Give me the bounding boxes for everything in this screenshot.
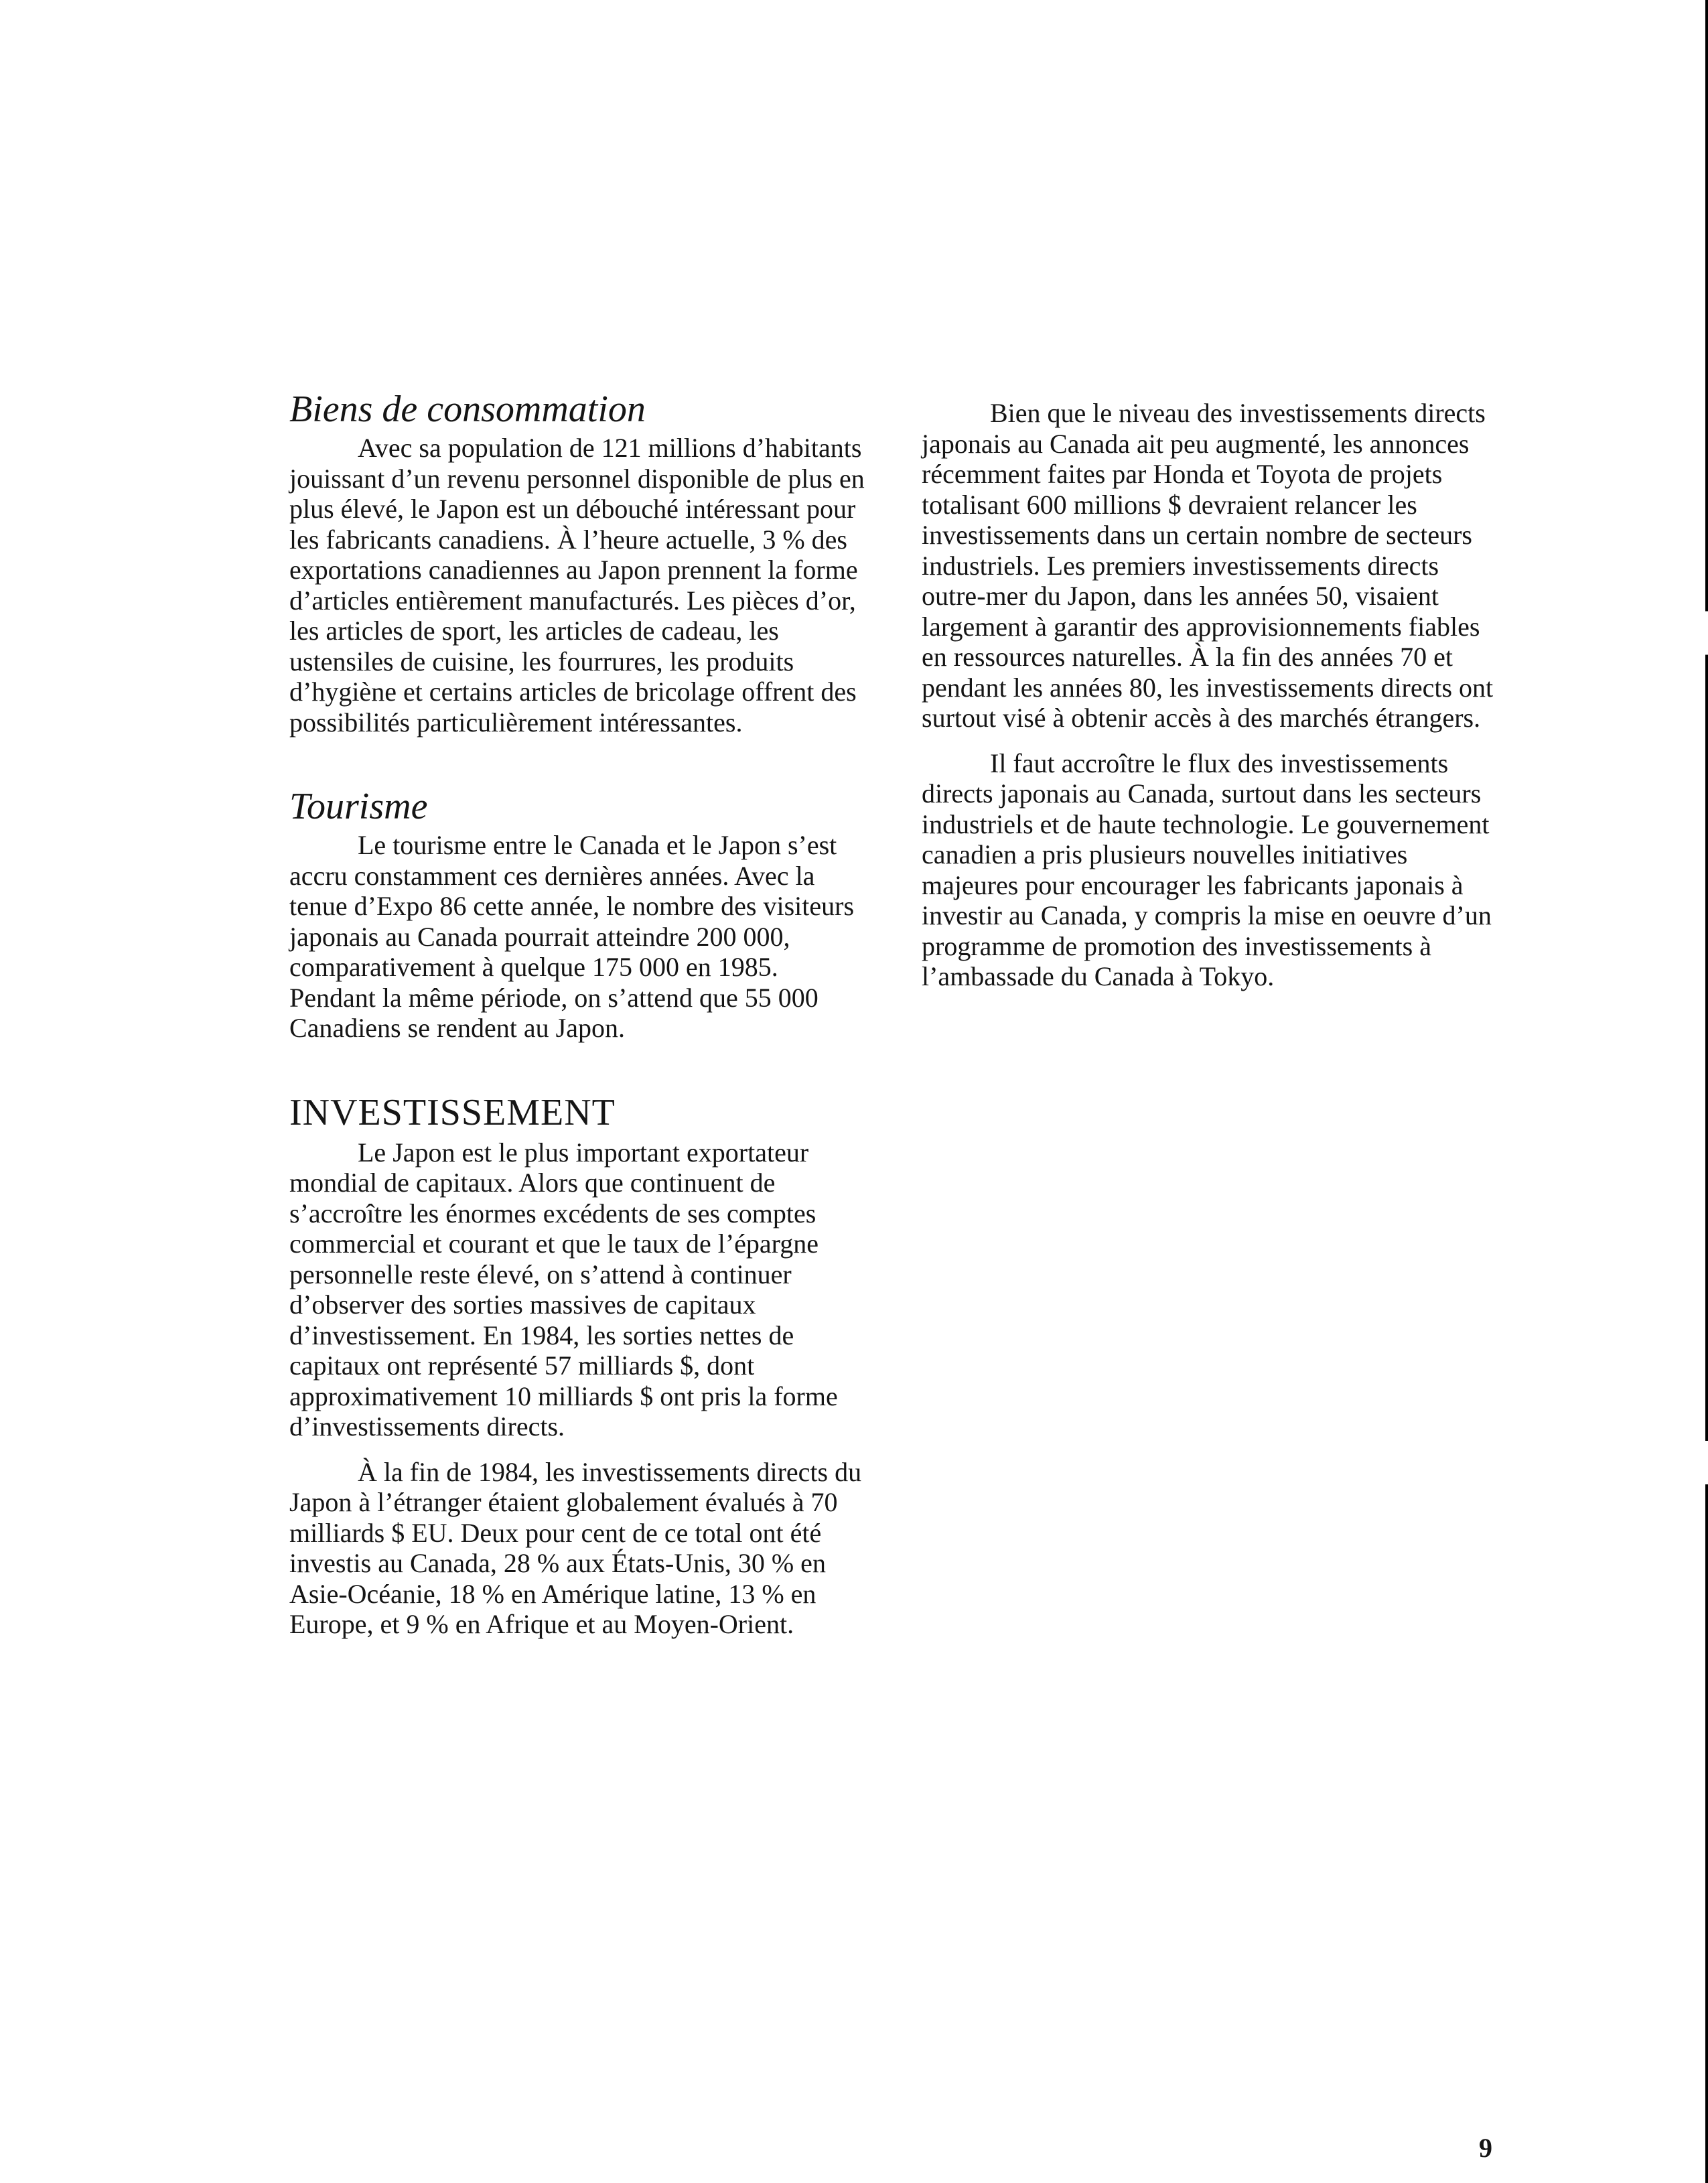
left-column	[289, 389, 867, 1640]
body-paragraph: Bien que le niveau des investissements directs japonais au Canada ait peu augmenté, les annonces récemment faites par Honda et Toyota de projets totalisant 600 millions $ devraient relancer les investissements dans un certain nombre de secteurs industriels. Les premiers investissements directs outre-mer du Japon, dans les années 50, visaient largement à garantir des approvisionnements fiables en ressources naturelles. À la fin des années 70 et pendant les années 80, les investissements directs ont surtout visé à obtenir accès à des marchés étrangers.	[922, 398, 1494, 733]
body-paragraph: Il faut accroître le flux des investissements directs japonais au Canada, surtout dans les secteurs industriels et de haute technologie. Le gouvernement canadien a pris plusieurs nouvelles initiatives majeures pour encourager les fabricants japonais à investir au Canada, y compris la mise en oeuvre d’un programme de promotion des investissements à l’ambassade du Canada à Tokyo.	[922, 748, 1492, 991]
right-column	[922, 398, 1498, 992]
section-biens-de-consommation	[289, 389, 867, 737]
page-number: 9	[1479, 2133, 1492, 2163]
section-heading: INVESTISSEMENT	[289, 1091, 616, 1133]
body-paragraph: Le Japon est le plus important exportateur mondial de capitaux. Alors que continuent de s’accroître les énormes excédents de ses comptes commercial et courant et que le taux de l’épargne personnelle reste élevé, on s’attend à continuer d’observer des sorties massives de capitaux d’investissement. En 1984, les sorties nettes de capitaux ont représenté 57 milliards $, dont approximativement 10 milliards $ ont pris la forme d’investissements directs.	[289, 1137, 838, 1441]
body-paragraph: Avec sa population de 121 millions d’habitants jouissant d’un revenu personnel disponible de plus en plus élevé, le Japon est un débouché intéressant pour les fabricants canadiens. À l’heure actuelle, 3 % des exportations canadiennes au Japon prennent la forme d’articles entièrement manufacturés. Les pièces d’or, les articles de sport, les articles de cadeau, les ustensiles de cuisine, les fourrures, les produits d’hygiène et certains articles de bricolage offrent des possibilités particulièrement intéressantes.	[289, 433, 865, 737]
section-investissement	[289, 1092, 867, 1640]
body-paragraph: À la fin de 1984, les investissements directs du Japon à l’étranger étaient globalement évalués à 70 milliards $ EU. Deux pour cent de ce total ont été investis au Canada, 28 % aux États-Unis, 30 % en Asie-Océanie, 18 % en Amérique latine, 13 % en Europe, et 9 % en Afrique et au Moyen-Orient.	[289, 1456, 862, 1639]
section-heading: Biens de consommation	[289, 389, 646, 430]
scan-edge-line	[1705, 0, 1708, 2183]
body-paragraph: Le tourisme entre le Canada et le Japon s’est accru constamment ces dernières années. Avec la tenue d’Expo 86 cette année, le nombre des visiteurs japonais au Canada pourrait atteindre 200 000, comparativement à quelque 175 000 en 1985. Pendant la même période, on s’attend que 55 000 Canadiens se rendent au Japon.	[289, 830, 855, 1043]
section-tourisme	[289, 786, 867, 1044]
section-heading: Tourisme	[289, 786, 428, 827]
